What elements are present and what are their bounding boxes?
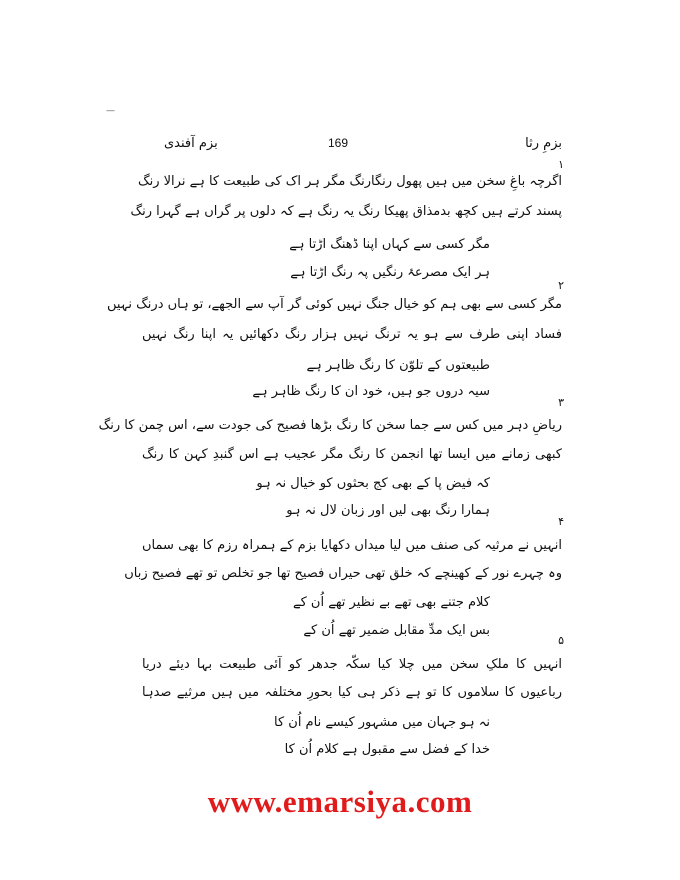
top-mark: — — [106, 106, 115, 116]
stanza-number: ۲ — [558, 279, 564, 292]
verse-line: وہ چہرے نور کے کھینچے کہ خلق تھی حیراں فصیح تھا جو تخلص تو تھے فصیح زباں — [124, 566, 562, 581]
stanza-number: ۴ — [558, 515, 564, 528]
verse-line: بس ایک مدِّ مقابل ضمیر تھے اُن کے — [303, 623, 490, 638]
verse-line: مگر کسی سے کہاں اپنا ڈھنگ اڑتا ہے — [289, 237, 490, 252]
website-watermark: www.emarsiya.com — [207, 784, 473, 819]
verse-line: ہمارا رنگ بھی لیں اور زبان لال نہ ہو — [286, 503, 490, 518]
verse-line: سیہ دروں جو ہیں، خود ان کا رنگ ظاہر ہے — [252, 384, 490, 399]
verse-line: ہر ایک مصرعۂ رنگیں پہ رنگ اڑتا ہے — [290, 265, 490, 280]
verse-line: انہیں کا ملکِ سخن میں چلا کیا سکّہ جدھر کو آئی طبیعت بہا دیئے دریا — [142, 657, 562, 672]
verse-line: پسند کرتے ہیں کچھ بدمذاق پھیکا رنگ یہ رنگ ہے کہ دلوں پر گراں ہے گہرا رنگ — [130, 204, 562, 219]
verse-line: فساد اپنی طرف سے ہو یہ ترنگ نہیں ہزار رنگ دکھائیں یہ اپنا رنگ نہیں — [142, 327, 562, 342]
header-left-title: بزم آفندی — [164, 136, 218, 151]
verse-line: خدا کے فضل سے مقبول ہے کلام اُن کا — [284, 742, 490, 757]
stanza-number: ۵ — [558, 634, 564, 647]
stanza-number: ۳ — [558, 396, 564, 409]
verse-line: رباعیوں کا سلاموں کا تو ہے ذکر ہی کیا بحورِ مختلفہ میں ہیں مرثیے صدہا — [142, 685, 562, 700]
verse-line: مگر کسی سے بھی ہم کو خیال جنگ نہیں کوئی گر آپ سے الجھے، تو ہاں درنگ نہیں — [106, 297, 562, 312]
verse-line: کلام جتنے بھی تھے بے نظیر تھے اُن کے — [292, 595, 490, 610]
header-page-number: 169 — [328, 136, 349, 150]
verse-line: نہ ہو جہان میں مشہور کیسے نام اُن کا — [273, 715, 490, 730]
verse-line: ریاضِ دہر میں کس سے جما سخن کا رنگ بڑھا فصیح کی جودت سے، اس چمن کا رنگ — [98, 418, 562, 433]
stanza-number: ۱ — [558, 158, 564, 171]
verse-line: طبیعتوں کے تلوّن کا رنگ ظاہر ہے — [306, 358, 490, 373]
verse-line: کبھی زمانے میں ایسا تھا انجمن کا رنگ مگر عجیب ہے اس گنبدِ کہن کا رنگ — [142, 447, 562, 462]
verse-line: کہ فیض پا کے بھی کج بحثوں کو خیال نہ ہو — [256, 476, 490, 491]
verse-line: اگرچہ باغِ سخن میں ہیں پھول رنگارنگ مگر ہر اک کی طبیعت کا ہے نرالا رنگ — [137, 174, 562, 189]
verse-line: انہیں نے مرثیہ کی صنف میں لیا میداں دکھایا بزم کے ہمراہ رزم کا بھی سماں — [142, 538, 562, 553]
header-right-title: بزمِ رثا — [525, 136, 562, 151]
